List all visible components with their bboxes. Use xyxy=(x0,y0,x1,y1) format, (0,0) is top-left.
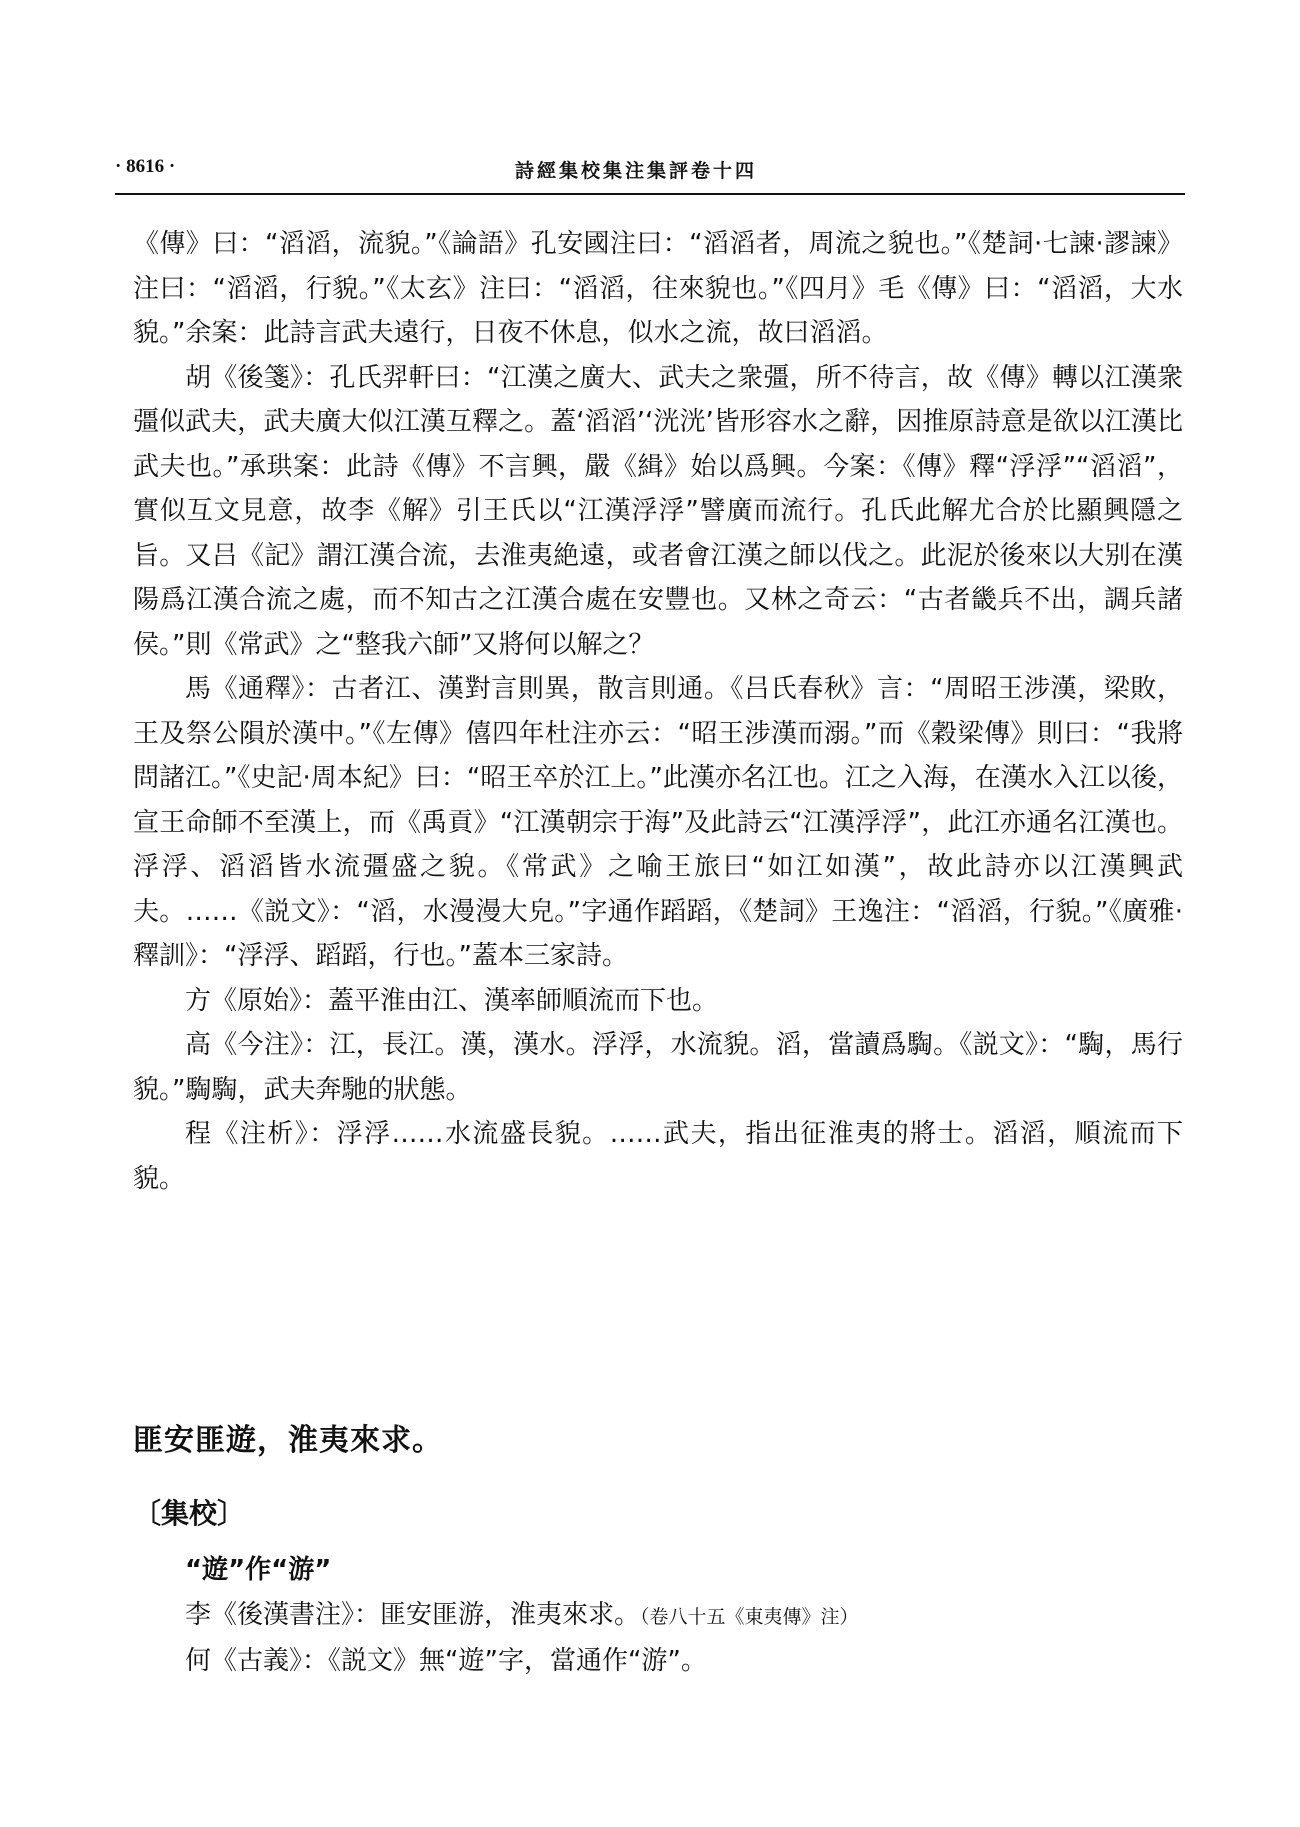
page-number: · 8616 · xyxy=(115,156,176,177)
commentary-paragraph: 程《注析》：浮浮……水流盛長貌。……武夫，指出征淮夷的將士。滔滔，順流而下貌。 xyxy=(133,1119,1183,1194)
commentary-paragraph: 馬《通釋》：古者江、漢對言則異，散言則通。《吕氏春秋》言：“周昭王涉漢，梁敗，王及祭公隕於漢中。”《左傳》僖四年杜注亦云：“昭王涉漢而溺。”而《穀梁傳》則曰：“我將問諸江。”《史記·周本紀》曰：“昭王卒於江上。”此漢亦名江也。江之入海，在漢水入江以後，宣王命師不至漢上，而《禹貢》“江漢朝宗于海”及此詩云“江漢浮浮”，此江亦通名江漢也。浮浮、滔滔皆水流彊盛之貌。《常武》之喻王旅曰“如江如漢”，故此詩亦以江漢興武夫。……《説文》：“滔，水漫漫大皃。”字通作蹈蹈，《楚詞》王逸注：“滔滔，行貌。”《廣雅·釋訓》：“浮浮、蹈蹈，行也。”蓋本三家詩。 xyxy=(133,674,1183,971)
commentary-paragraph: 《傳》曰：“滔滔，流貌。”《論語》孔安國注曰：“滔滔者，周流之貌也。”《楚詞·七諫·謬諫》注曰：“滔滔，行貌。”《太玄》注曰：“滔滔，往來貌也。”《四月》毛《傳》曰：“滔滔，大水貌。”余案：此詩言武夫遠行，日夜不休息，似水之流，故曰滔滔。 xyxy=(133,229,1183,348)
collation-entry-text: 何《古義》：《説文》無“遊”字，當通作“游”。 xyxy=(185,1646,707,1676)
collation-section xyxy=(133,1548,1183,1684)
page-header xyxy=(115,156,1185,196)
commentary-paragraph: 胡《後箋》：孔氏羿軒曰：“江漢之廣大、武夫之衆彊，所不待言，故《傳》轉以江漢衆彊似武夫，武夫廣大似江漢互釋之。蓋‘滔滔’‘洸洸’皆形容水之辭，因推原詩意是欲以江漢比武夫也。”承珙案：此詩《傳》不言興，嚴《緝》始以爲興。今案：《傳》釋“浮浮”“滔滔”，實似互文見意，故李《解》引王氏以“江漢浮浮”譬廣而流行。孔氏此解尤合於比顯興隱之旨。又吕《記》謂江漢合流，去淮夷絶遠，或者會江漢之師以伐之。此泥於後來以大别在漢陽爲江漢合流之處，而不知古之江漢合處在安豐也。又林之奇云：“古者畿兵不出，調兵諸侯。”則《常武》之“整我六師”又將何以解之？ xyxy=(133,362,1183,660)
running-title: 詩經集校集注集評卷十四 xyxy=(515,160,758,182)
collation-entry xyxy=(133,1593,1183,1640)
header-rule xyxy=(115,193,1185,195)
variant-title: “遊”作“游” xyxy=(185,1555,332,1585)
commentary-paragraph: 高《今注》：江，長江。漢，漢水。浮浮，水流貌。滔，當讀爲騊。《説文》：“騊，馬行貌。”騊騊，武夫奔馳的狀態。 xyxy=(133,1030,1183,1105)
collation-entry xyxy=(133,1639,1183,1684)
collation-entry-note: （卷八十五《東夷傳》注） xyxy=(640,1605,859,1628)
verse-line: 匪安匪遊，淮夷來求。 xyxy=(133,1423,443,1458)
commentary-body xyxy=(133,222,1183,1201)
commentary-paragraph: 方《原始》：蓋平淮由江、漢率師順流而下也。 xyxy=(185,985,719,1016)
collation-entry-text: 李《後漢書注》：匪安匪游，淮夷來求。 xyxy=(185,1599,641,1630)
collation-heading: 〔集校〕 xyxy=(133,1497,246,1530)
